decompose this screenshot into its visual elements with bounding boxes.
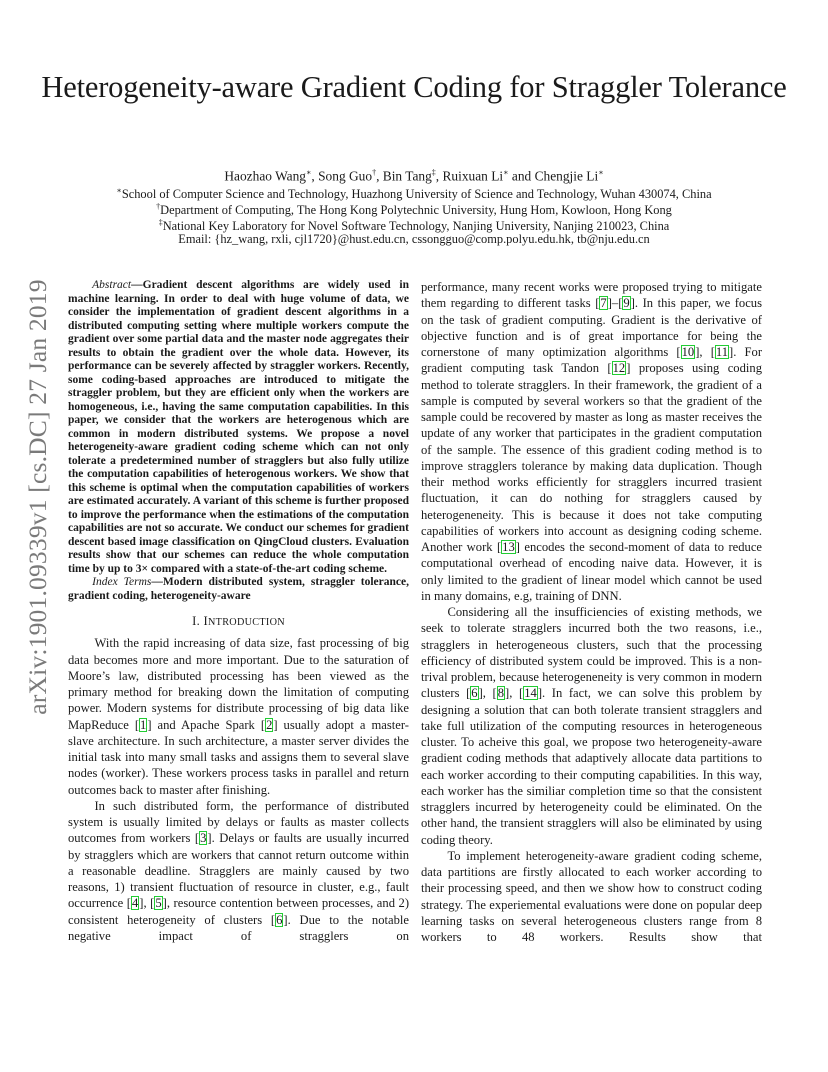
citation-link[interactable]: 7 xyxy=(600,296,607,311)
citation-link[interactable]: 6 xyxy=(276,912,283,927)
arxiv-stamp-text: arXiv:1901.09339v1 [cs.DC] 27 Jan 2019 xyxy=(23,279,52,715)
intro-paragraph-2-part-a: In such distributed form, the performance of distributed system is usually limited by delays or faults as master collects outcomes from workers [3]. Delays or faults are usually incurred by stragglers which are workers that cannot return outcome within a reasonable deadline. Stragglers are mainly caused by two reasons, 1) transient fluctuation of resource in cluster, e.g., fault occurrence [4], [5], resource contention between processes, and 2) consistent heterogeneity of clusters [6]. Due to the notable negative impact of stragglers on xyxy=(68,798,410,943)
abstract-text: —Gradient descent algorithms are widely used in machine learning. In order to deal with huge volume of data, we consider the implementation of gradient descent algorithms in a distributed computing setting where multiple workers compute the gradient over some partial data and the master node aggregates their results to obtain the gradient over the whole data. However, its performance can be severely affected by straggler workers. Recently, some coding-based approaches are introduced to mitigate the straggler problem, but they are efficient only when the workers are homogeneous, i.e., having the same computation capabilities. In this paper, we consider that the workers are heterogenous which are common in modern distributed systems. We propose a novel heterogeneity-aware gradient coding scheme which can not only tolerate a predetermined number of stragglers but also fully utilize the computation capabilities of heterogenous workers. We show that this scheme is optimal when the computation capabilities of workers are estimated accurately. A variant of this scheme is further proposed to improve the performance when the estimations of the computation capabilities are not so accurate. We conduct our schemes for gradient descent based image classification on QingCloud clusters. Evaluation results show that our schemes can reduce the whole computation time by up to 3× compared with a state-of-the-art coding scheme. xyxy=(68,279,409,575)
author-name: Song Guo xyxy=(318,168,373,184)
citation-link[interactable]: 12 xyxy=(612,361,626,376)
index-terms xyxy=(68,576,409,603)
author-affiliation-mark: ∗ xyxy=(503,168,509,177)
citation-link[interactable]: 9 xyxy=(623,296,630,311)
section-number: I. xyxy=(192,614,204,628)
paper-title: Heterogeneity-aware Gradient Coding for Straggler Tolerance xyxy=(41,70,787,104)
citation-link[interactable]: 5 xyxy=(155,896,162,911)
affiliation-mark: † xyxy=(156,202,161,211)
left-column xyxy=(68,279,409,944)
affiliation-text: National Key Laboratory for Novel Software Technology, Nanjing University, Nanjing 210023, China xyxy=(162,219,670,234)
intro-paragraph-3: Considering all the insufficiencies of existing methods, we seek to tolerate stragglers incurred both the two reasons, i.e., stragglers in heterogeneous clusters, such that the processing efficiency of distributed system could be improved. This is a non-trival problem, because heterogeneneity is very common in modern clusters [6], [8], [14]. In fact, we can solve this problem by designing a solution that can both tolerate transient stragglers and take full utilization of the computing resources in heterogeneous cluster. To acheive this goal, we propose two heterogeneity-aware gradient coding methods that adaptively allocate data partitions to each worker according to their computing capabilities. In this way, each worker has the similiar completion time so that the consistent stragglers incurred by heterogeneity could be eliminated. On the other hand, the transient stragglers will also be eliminated by using coding theory. xyxy=(421,605,763,847)
intro-paragraph-2-part-b: performance, many recent works were proposed trying to mitigate them regarding to different tasks [7]–[9]. In this paper, we focus on the task of gradient computing. Gradient is the derivative of objective function and is of great importance for being the cornerstone of many optimization algorithms [10], [11]. For gradient computing task Tandon [12] proposes using coding method to tolerate stragglers. In their framework, the gradient of a sample is computed by several workers so that the gradient of the sample could be recovered by master as long as master receives the update of any worker that participates in the gradient computation of the sample. The essence of this gradient coding method is to improve stragglers tolerance by making data duplication. Though their method works efficiently for stragglers incurred trasient fluctuation, it can do nothing for stragglers caused by heterogeneneity. This is because it does not take computing capabilities of workers into account as designing coding scheme. Another work [13] encodes the second-moment of data to reduce computational overhead of encoding naive data. However, it is only limited to the gradient of linear model which cannot be used in many domains, e.g, training of DNN. xyxy=(421,280,763,603)
index-terms-text: —Modern distributed system, straggler tolerance, gradient coding, heterogeneity-aware xyxy=(68,576,409,602)
affiliation-mark: ∗ xyxy=(116,186,122,195)
section-title-rest: NTRODUCTION xyxy=(208,617,285,628)
author-affiliation-mark: ∗ xyxy=(598,168,604,177)
author-name: Haozhao Wang xyxy=(224,168,306,184)
affiliation-text: School of Computer Science and Technology, Huazhong University of Science and Technology, Wuhan 430074, China xyxy=(121,187,712,202)
section-heading-introduction xyxy=(68,613,409,631)
intro-paragraph-4: To implement heterogeneity-aware gradient coding scheme, data partitions are firstly allocated to each worker according to their processing speed, and then we show how to construct coding strategy. The experiemental evaluations were done on popular deep learning tasks on several heterogeneous clusters range from 8 workers to 48 workers. Results show that xyxy=(421,848,762,944)
author-name: Bin Tang xyxy=(382,168,432,184)
citation-link[interactable]: 2 xyxy=(266,717,273,732)
affiliation-text: Department of Computing, The Hong Kong Polytechnic University, Hung Hom, Kowloon, Hong Kong xyxy=(160,203,672,218)
section-title-initial: I xyxy=(203,614,209,628)
abstract-label: Abstract xyxy=(92,279,132,291)
author-name: Ruixuan Li xyxy=(442,168,504,184)
citation-link[interactable]: 13 xyxy=(502,540,515,554)
intro-paragraph-1: With the rapid increasing of data size, fast processing of big data becomes more and more important. Due to the saturation of Moore’s law, distributed processing has been viewed as the primary method for breaking down the limitation of computing power. Modern systems for distribute processing of big data like MapReduce [1] and Apache Spark [2] usually adopt a master-slave architecture. In such architecture, a master server divides the initial task into many small tasks and assigns them to several slave nodes (worker). These workers process tasks in parallel and return outcomes back to master after finishing. xyxy=(68,636,409,797)
affiliation-mark: ‡ xyxy=(158,218,163,227)
citation-link[interactable]: 14 xyxy=(524,686,537,701)
citation-link[interactable]: 10 xyxy=(681,345,695,359)
right-column xyxy=(421,279,762,945)
index-terms-label: Index Terms xyxy=(92,576,152,588)
author-affiliation-mark: † xyxy=(372,168,377,177)
author-list: Haozhao Wang∗, Song Guo†, Bin Tang‡, Ruixuan Li∗ and Chengjie Li∗ xyxy=(224,168,604,184)
abstract xyxy=(68,279,409,576)
citation-link[interactable]: 4 xyxy=(131,896,139,911)
citation-link[interactable]: 11 xyxy=(715,345,729,359)
author-name: Chengjie Li xyxy=(534,168,599,184)
arxiv-stamp xyxy=(18,279,58,715)
author-affiliation-mark: ∗ xyxy=(305,168,312,177)
citation-link[interactable]: 6 xyxy=(471,686,478,701)
citation-link[interactable]: 1 xyxy=(140,717,147,732)
author-email: Email: {hz_wang, rxli, cjl1720}@hust.edu.cn, cssongguo@comp.polyu.edu.hk, tb@nju.edu.cn xyxy=(178,232,650,246)
author-affiliation-mark: ‡ xyxy=(431,168,436,177)
citation-link[interactable]: 3 xyxy=(200,831,207,846)
citation-link[interactable]: 8 xyxy=(497,686,505,701)
